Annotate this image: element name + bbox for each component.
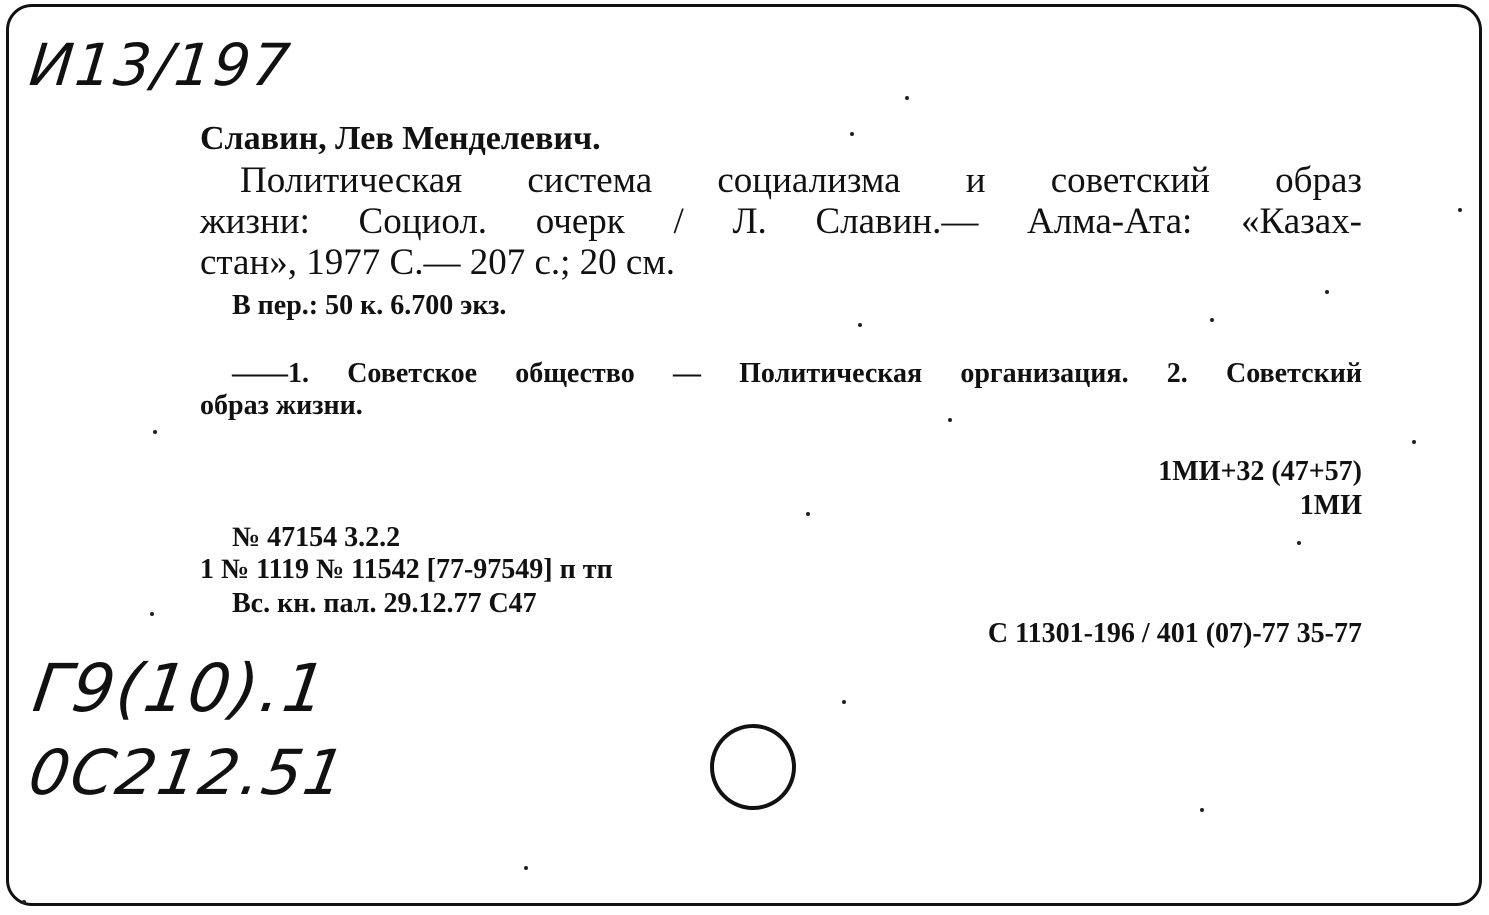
title-line: стан», 1977 С.— 207 с.; 20 см. bbox=[200, 242, 675, 283]
handwritten-shelf-mark: И13/197 bbox=[26, 31, 296, 99]
classification-index: 1МИ+32 (47+57) bbox=[1158, 456, 1362, 487]
registration-line: 1 № 1119 № 11542 [77-97549] п тп bbox=[200, 554, 613, 585]
handwritten-class-code-secondary: 0С212.51 bbox=[23, 736, 353, 809]
scan-speck bbox=[1200, 808, 1204, 812]
classification-index-short: 1МИ bbox=[1299, 490, 1362, 521]
scan-speck bbox=[850, 132, 854, 136]
scan-speck bbox=[1297, 541, 1301, 545]
handwritten-class-code: Г9(10).1 bbox=[28, 650, 333, 727]
registration-line: № 47154 3.2.2 bbox=[232, 522, 401, 553]
title-description bbox=[200, 160, 1362, 283]
author-heading: Славин, Лев Менделевич. bbox=[200, 120, 601, 157]
title-line: жизни: Социол. очерк / Л. Славин.— Алма-Ата: «Казах- bbox=[200, 201, 1362, 242]
scan-speck bbox=[524, 866, 528, 870]
scan-speck bbox=[806, 512, 810, 516]
scan-speck bbox=[1458, 208, 1462, 212]
scan-speck bbox=[22, 900, 26, 904]
scan-speck bbox=[948, 418, 952, 422]
punch-hole-circle bbox=[710, 724, 796, 810]
title-line: Политическая система социализма и советский образ bbox=[240, 160, 1362, 201]
scan-speck bbox=[1210, 318, 1214, 322]
subject-headings bbox=[200, 358, 1362, 422]
scan-speck bbox=[1325, 290, 1329, 294]
scan-speck bbox=[153, 430, 157, 434]
publisher-code: С 11301-196 / 401 (07)-77 35-77 bbox=[987, 618, 1362, 649]
scan-speck bbox=[1412, 440, 1416, 444]
scan-speck bbox=[150, 612, 154, 616]
registration-line: Вс. кн. пал. 29.12.77 С47 bbox=[232, 588, 537, 619]
subject-line: ——1. Советское общество — Политическая организация. 2. Советский bbox=[232, 358, 1362, 389]
scan-speck bbox=[905, 96, 909, 100]
subject-line: образ жизни. bbox=[200, 390, 363, 421]
scan-speck bbox=[842, 700, 846, 704]
price-circulation: В пер.: 50 к. 6.700 экз. bbox=[232, 290, 507, 321]
scan-speck bbox=[858, 323, 862, 327]
